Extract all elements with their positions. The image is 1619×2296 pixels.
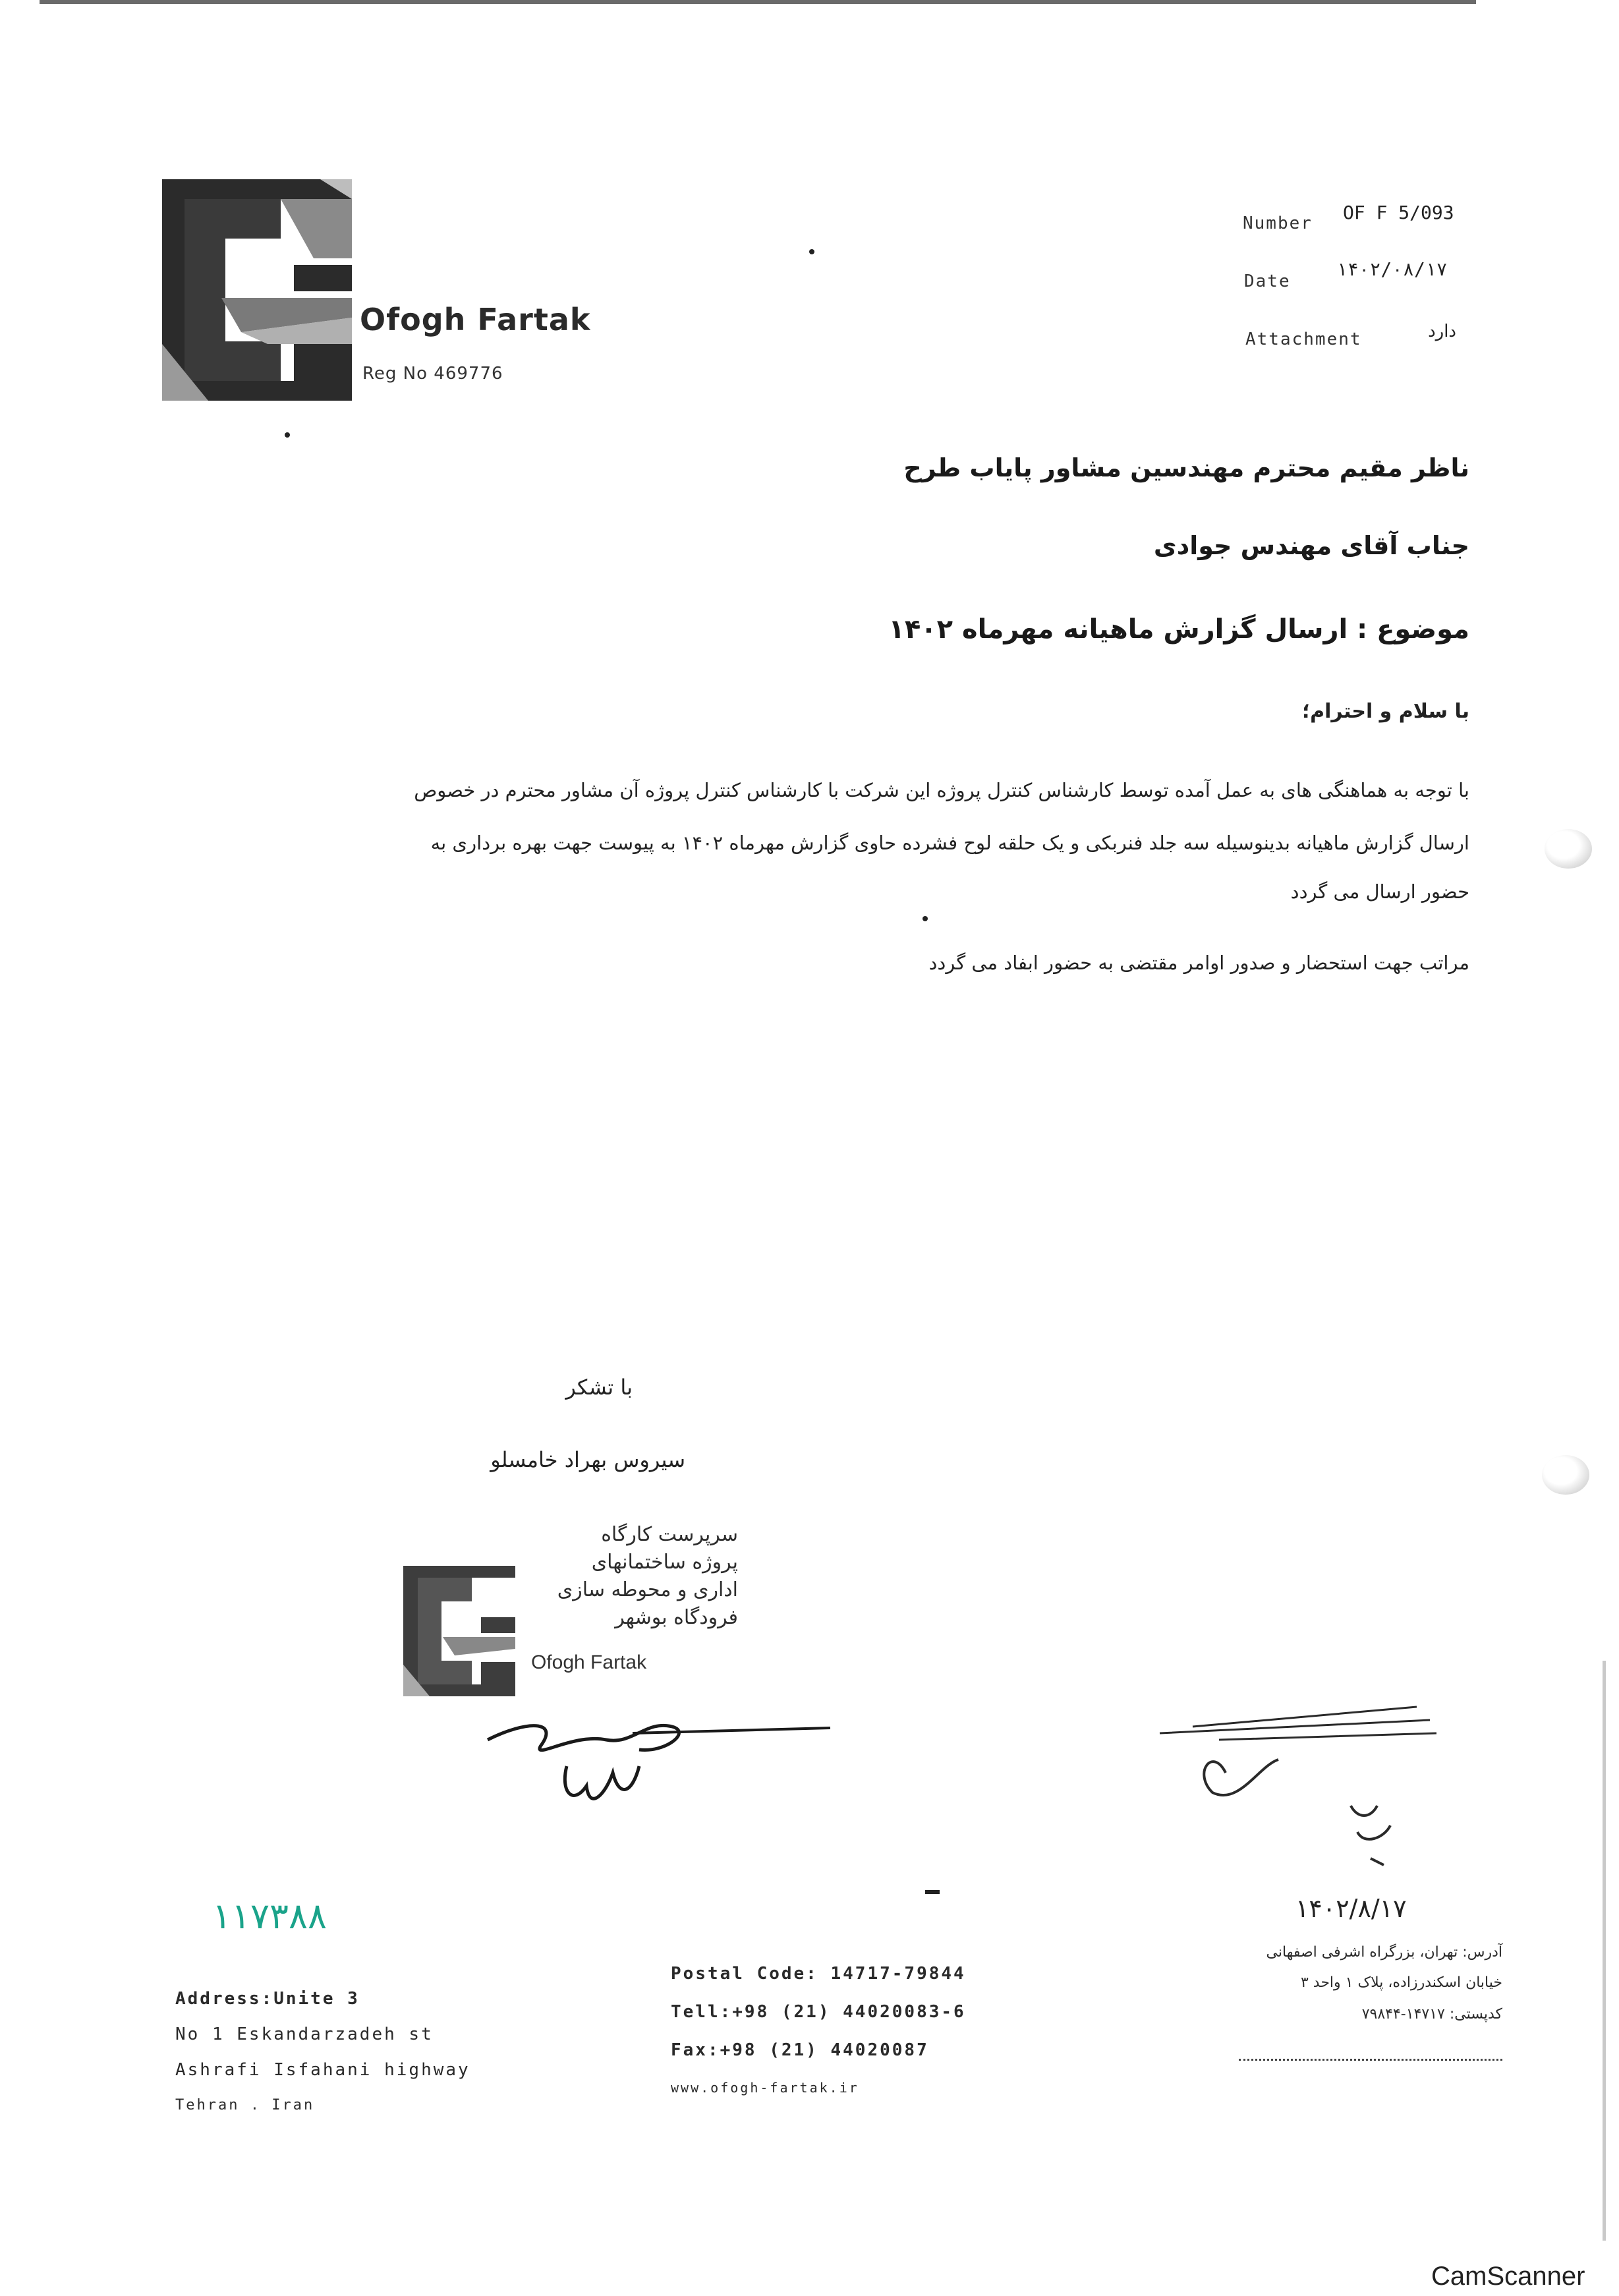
camscanner-watermark: CamScanner [1431,2262,1585,2291]
stamp-line-4: فرودگاه بوشهر [615,1606,738,1629]
footer-dotted-line [1239,2059,1502,2061]
number-value: OF F 5/093 [1343,202,1454,223]
scan-speck [809,249,814,254]
stamp-text [521,1521,738,1632]
body-line-3: حضور ارسال می گردد [1290,880,1469,903]
subject-line: موضوع : ارسال گزارش ماهیانه مهرماه ۱۴۰۲ [888,614,1469,645]
number-label: Number [1243,214,1313,233]
thanks-line: با تشکر [565,1375,633,1400]
telephone: Tell:+98 (21) 44020083-6 [671,2002,966,2022]
greeting: با سلام و احترام؛ [1302,700,1469,723]
company-name: Ofogh Fartak [360,302,591,337]
handwritten-number: ۱۱۷۳۸۸ [212,1895,327,1937]
stamp-line-3: اداری و محوطه سازی [557,1578,738,1601]
punch-hole-top [1545,829,1592,869]
stamp-line-1: سرپرست کارگاه [601,1523,738,1546]
fa-address-line-1: آدرس: تهران، بزرگراه اشرفی اصفهانی [1266,1944,1502,1961]
postal-code: Postal Code: 14717-79844 [671,1964,966,1984]
signature-icon [474,1694,843,1825]
registration-number: Reg No 469776 [362,364,503,384]
attachment-label: Attachment [1245,330,1362,349]
attachment-value: دارد [1428,322,1456,341]
date-value: ۱۴۰۲/۰۸/۱۷ [1336,258,1448,280]
fax: Fax:+98 (21) 44020087 [671,2040,929,2060]
scan-speck [925,1890,940,1894]
date-label: Date [1244,272,1291,291]
scan-edge-right [1603,1661,1606,2241]
punch-hole-bottom [1542,1455,1589,1495]
signer-name: سیروس بهراد خامسلو [490,1447,685,1472]
body-line-2: ارسال گزارش ماهیانه بدینوسیله سه جلد فنربکی و یک حلقه لوح فشرده حاوی گزارش مهرماه ۱۴۰۲ به پیوست جهت بهره برداری به [430,832,1469,854]
stamp-logo-icon [403,1566,515,1696]
stamp-line-2: پروژه ساختمانهای [591,1551,738,1574]
receipt-signature-icon [1153,1694,1443,1885]
recipient-line-1: ناظر مقیم محترم مهندسین مشاور پایاب طرح [903,453,1469,482]
ofogh-fartak-logo-icon [162,179,352,401]
fa-address-line-2: خیابان اسکندرزاده، پلاک ۱ واحد ۳ [1300,1974,1502,1991]
stamp-company: Ofogh Fartak [531,1651,647,1673]
address-line-4: Tehran . Iran [175,2097,315,2113]
fa-address-line-3: کدپستی: ۱۴۷۱۷-۷۹۸۴۴ [1361,2006,1502,2023]
scan-edge-top [40,0,1476,4]
scan-speck [285,432,290,438]
body-line-1: با توجه به هماهنگی های به عمل آمده توسط کارشناس کنترل پروژه این شرکت با کارشناس کنترل پروژه آن مشاور محترم در خصوص [414,779,1469,801]
address-line-3: Ashrafi Isfahani highway [175,2060,470,2080]
website: www.ofogh-fartak.ir [671,2080,859,2096]
receipt-date: ۱۴۰۲/۸/۱۷ [1295,1894,1407,1923]
address-line-2: No 1 Eskandarzadeh st [175,2024,434,2044]
recipient-line-2: جناب آقای مهندس جوادی [1153,531,1469,560]
scan-speck [923,916,928,921]
closing-line: مراتب جهت استحضار و صدور اوامر مقتضی به حضور ابفاد می گردد [928,952,1469,974]
address-line-1: Address:Unite 3 [175,1989,360,2009]
